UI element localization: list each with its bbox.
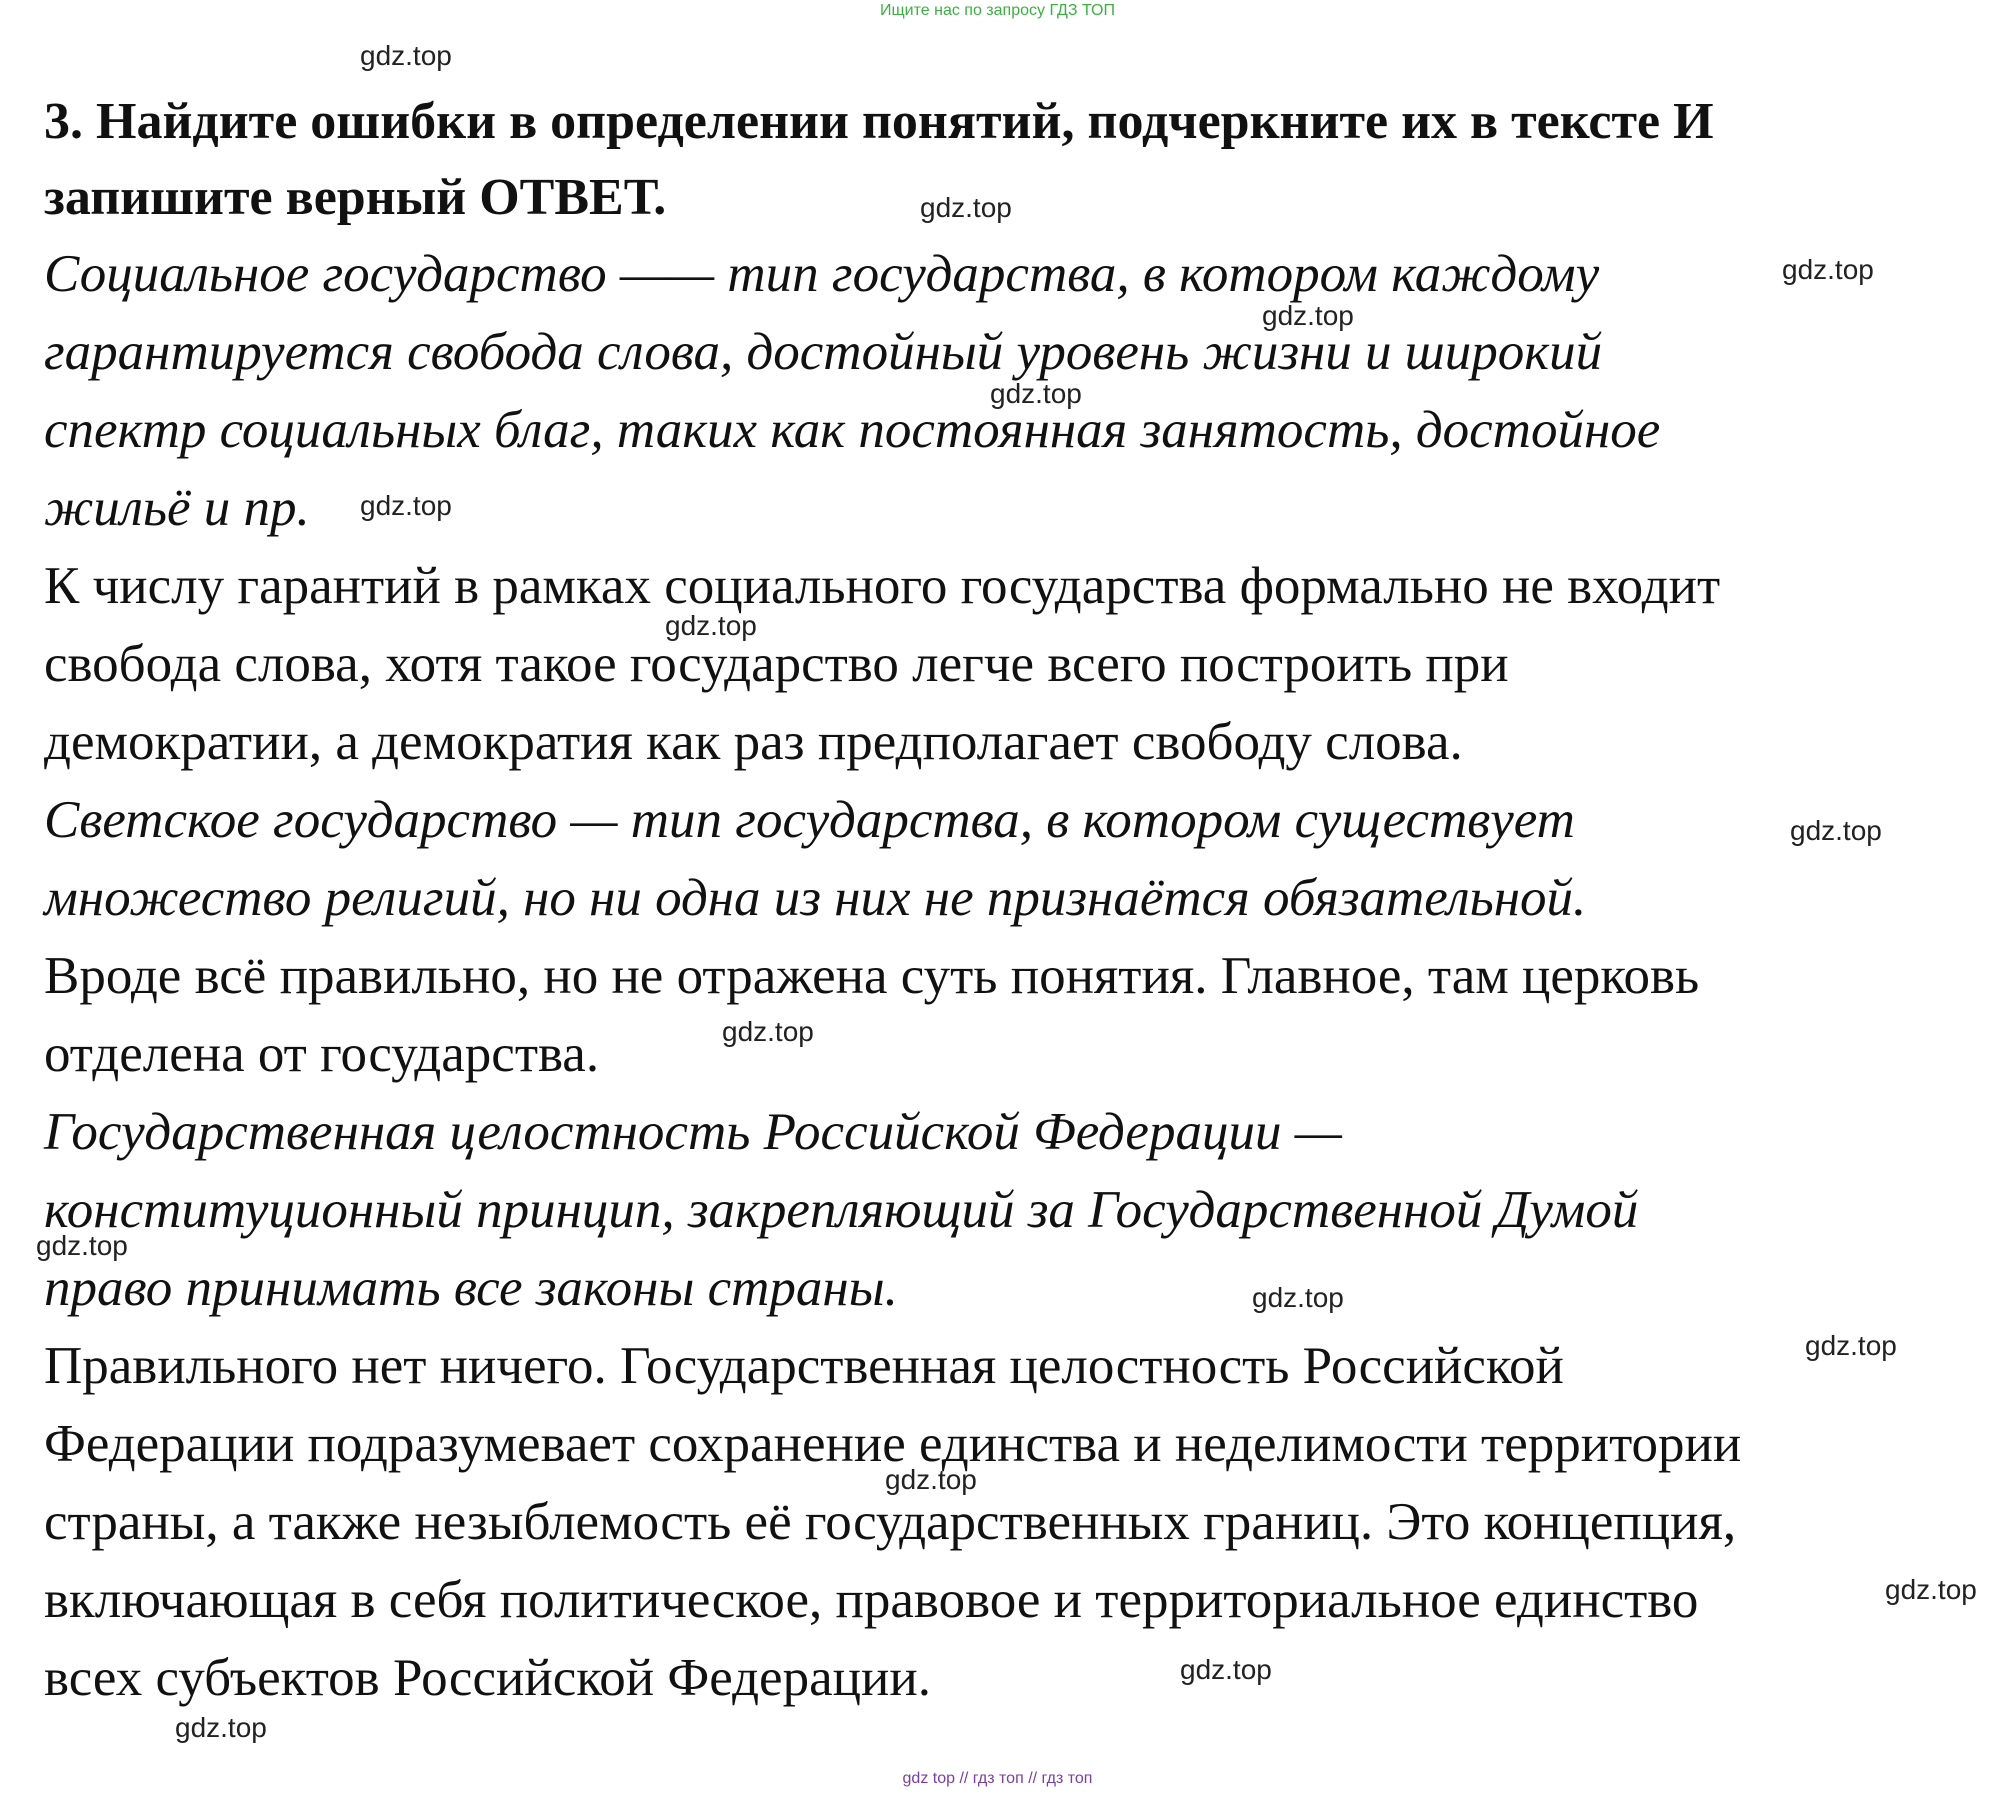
definition-integrity-line-2: конституционный принцип, закрепляющий за Государственной Думой	[44, 1181, 1639, 1239]
answer-social-state-line-3: демократии, а демократия как раз предполагает свободу слова.	[44, 713, 1463, 771]
answer-integrity-line-4: включающая в себя политическое, правовое и территориальное единство	[44, 1571, 1699, 1629]
watermark: gdz.top	[1805, 1330, 1897, 1361]
watermark: gdz.top	[175, 1712, 267, 1743]
watermark: gdz.top	[665, 610, 757, 641]
watermark: gdz.top	[1790, 815, 1882, 846]
answer-integrity-line-3: страны, а также незыблемость её государственных границ. Это концепция,	[44, 1493, 1737, 1551]
definition-secular-state-line-2: множество религий, но ни одна из них не признаётся обязательной.	[44, 869, 1587, 927]
watermark: gdz.top	[722, 1016, 814, 1047]
footer-links: gdz top // гдз топ // гдз топ	[902, 1770, 1093, 1787]
answer-secular-state-line-2: отделена от государства.	[44, 1025, 600, 1083]
top-banner: Ищите нас по запросу ГДЗ ТОП	[880, 2, 1115, 19]
answer-social-state-line-2: свобода слова, хотя такое государство легче всего построить при	[44, 635, 1509, 693]
watermark: gdz.top	[1252, 1282, 1344, 1313]
answer-social-state-line-1: К числу гарантий в рамках социального государства формально не входит	[44, 557, 1721, 615]
watermark: gdz.top	[36, 1230, 128, 1261]
watermark: gdz.top	[360, 40, 452, 71]
watermark: gdz.top	[360, 490, 452, 521]
answer-secular-state-line-1: Вроде всё правильно, но не отражена суть понятия. Главное, там церковь	[44, 947, 1700, 1005]
watermark: gdz.top	[1782, 254, 1874, 285]
definition-integrity-line-1: Государственная целостность Российской Федерации —	[44, 1103, 1342, 1161]
watermark: gdz.top	[990, 378, 1082, 409]
answer-integrity-line-1: Правильного нет ничего. Государственная целостность Российской	[44, 1337, 1564, 1395]
definition-social-state-line-3: спектр социальных благ, таких как постоянная занятость, достойное	[44, 401, 1661, 459]
answer-integrity-line-5: всех субъектов Российской Федерации.	[44, 1649, 931, 1707]
watermark: gdz.top	[1885, 1574, 1977, 1605]
task-heading-line-2: запишите верный ОТВЕТ.	[44, 169, 667, 226]
definition-integrity-line-3: право принимать все законы страны.	[44, 1259, 898, 1317]
task-heading-line-1: 3. Найдите ошибки в определении понятий, подчеркните их в тексте И	[44, 93, 1714, 150]
definition-secular-state-line-1: Светское государство — тип государства, в котором существует	[44, 791, 1575, 849]
definition-social-state-line-1: Социальное государство —— тип государства, в котором каждому	[44, 245, 1600, 303]
watermark: gdz.top	[885, 1464, 977, 1495]
definition-social-state-line-2: гарантируется свобода слова, достойный уровень жизни и широкий	[44, 323, 1603, 381]
watermark: gdz.top	[1180, 1654, 1272, 1685]
definition-social-state-line-4: жильё и пр.	[44, 479, 310, 537]
watermark: gdz.top	[920, 192, 1012, 223]
answer-integrity-line-2: Федерации подразумевает сохранение единства и неделимости территории	[44, 1415, 1742, 1473]
watermark: gdz.top	[1262, 300, 1354, 331]
